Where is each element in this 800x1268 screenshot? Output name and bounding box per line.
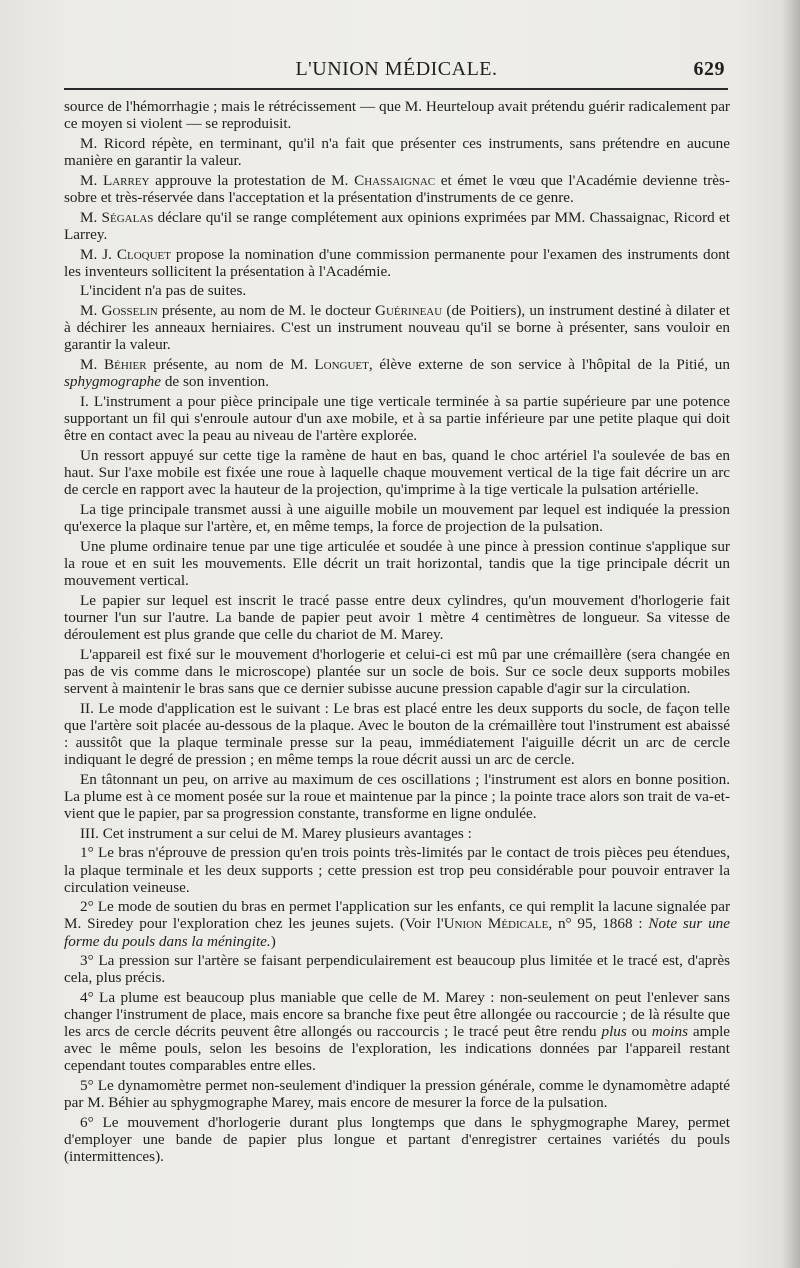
- text-run: ample avec le même pouls, selon les besoins de l'exploration, les indications données par l'appareil restant cependant toutes comparables entre elles.: [64, 1023, 731, 1075]
- text-run: approuve la protestation de M.: [149, 171, 355, 189]
- paragraph: 6° Le mouvement d'horlogerie durant plus longtemps que dans le sphygmographe Marey, permet d'employer une bande de papier plus longue et partant d'enregistrer certaines variétés du pouls (intermittences).: [64, 1114, 730, 1166]
- paragraph: [64, 898, 730, 949]
- paragraph: [64, 246, 730, 280]
- italic-text: Note sur une forme du pouls dans la méningite.: [64, 915, 731, 950]
- paragraph: [64, 209, 730, 243]
- text-run: propose la nomination d'une commission permanente pour l'examen des instruments dont les inventeurs sollicitent la présentation à l'Académie.: [64, 245, 730, 280]
- paragraph: source de l'hémorrhagie ; mais le rétrécissement — que M. Heurteloup avait prétendu guérir radicalement par ce moyen si violent — se reproduisit.: [64, 98, 730, 133]
- italic-text: moins: [651, 1023, 689, 1041]
- paragraph: L'appareil est fixé sur le mouvement d'horlogerie et celui-ci est mû par une crémaillère (sera changée en pas de vis comme dans le microscope) plantée sur un socle de bois. Sur ce socle deux supports mobiles servent à maintenir le bras sans que ce dernier subisse aucune pression capable d'agir sur la circulation.: [64, 645, 730, 697]
- text-run: M. J.: [80, 245, 117, 263]
- proper-name: Longuet: [314, 356, 369, 374]
- paragraph: Un ressort appuyé sur cette tige la ramène de haut en bas, quand le choc artériel l'a soulevée de bas en haut. Sur l'axe mobile est fixée une roue à laquelle chaque mouvement vertical de la tige fait décrire un arc de cercle en rapport avec la hauteur de la projection, qu'imprime à la tige verticale la pulsation artérielle.: [64, 447, 730, 499]
- italic-text: sphygmographe: [64, 373, 162, 391]
- paragraph: L'incident n'a pas de suites.: [80, 282, 247, 300]
- page-edge-shadow: [782, 0, 800, 1268]
- running-header: [64, 56, 729, 86]
- text-run: 2° Le mode de soutien du bras en permet l'application sur les enfants, ce qui remplit la lacune signalée par M. Siredey pour l'exploration chez les jeunes sujets. (Voir l': [64, 898, 730, 933]
- text-run: M.: [80, 356, 105, 374]
- paragraph: [64, 989, 730, 1074]
- text-run: présente, au nom de M.: [146, 356, 315, 374]
- proper-name: Guérineau: [375, 302, 443, 320]
- article-body: [64, 98, 730, 1168]
- text-run: , n° 95, 1868 :: [548, 915, 649, 933]
- header-rule: [64, 88, 728, 90]
- proper-name: Gosselin: [101, 302, 158, 320]
- proper-name: Chassaignac: [354, 171, 436, 189]
- text-run: M.: [80, 302, 102, 320]
- paragraph: Une plume ordinaire tenue par une tige articulée et soudée à une pince à pression continue s'applique sur la roue et en suit les mouvements. Elle décrit un trait horizontal, tandis que la tige principale décrit un mouvement vertical.: [64, 537, 730, 589]
- text-run: 4° La plume est beaucoup plus maniable que celle de M. Marey : non-seulement on peut l'enlever sans changer l'instrument de place, mais encore sa branche fixe peut être allongée ou raccourcie ; de là résulte que les arcs de cercle décrits peuvent être allongés ou raccourcis ; le tracé peut être rendu: [64, 989, 730, 1041]
- text-run: (de Poitiers), un instrument destiné à dilater et à déchirer les anneaux herniaires. C'est un instrument nouveau qu'il se borne à présenter, sans vouloir en garantir la valeur.: [64, 302, 730, 354]
- proper-name: Larrey: [102, 171, 150, 189]
- text-run: M.: [80, 171, 103, 189]
- italic-text: plus: [601, 1023, 627, 1041]
- paragraph: III. Cet instrument a sur celui de M. Marey plusieurs avantages :: [80, 824, 472, 842]
- paragraph: [64, 302, 730, 353]
- text-run: ): [270, 932, 276, 950]
- paragraph: I. L'instrument a pour pièce principale une tige verticale terminée à sa partie supérieure par une potence supportant un fil qui s'enroule autour d'un axe mobile, et à sa partie inférieure par une petite plaque qui doit être en contact avec la peau au niveau de l'artère explorée.: [64, 393, 730, 445]
- paragraph: Le papier sur lequel est inscrit le tracé passe entre deux cylindres, qu'un mouvement d'horlogerie fait tourner l'un sur l'autre. La bande de papier peut avoir 1 mètre 4 centimètres de longueur. Sa vitesse de déroulement est plus grande que celle du chariot de M. Marey.: [64, 591, 730, 643]
- text-run: présente, au nom de M. le docteur: [157, 302, 376, 320]
- journal-title: L'UNION MÉDICALE.: [295, 58, 498, 80]
- paragraph: [64, 172, 730, 206]
- proper-name: Ségalas: [101, 208, 154, 226]
- paragraph: En tâtonnant un peu, on arrive au maximum de ces oscillations ; l'instrument est alors en bonne position. La plume est à ce moment posée sur la roue et maintenue par la pince ; la pointe trace alors son trait de va-et-vient que le papier, par sa progression constante, transforme en ligne ondulée.: [64, 770, 730, 822]
- proper-name: Union Médicale: [443, 915, 549, 933]
- paragraph: [64, 356, 730, 390]
- proper-name: Cloquet: [116, 245, 171, 263]
- text-run: déclare qu'il se range complétement aux opinions exprimées par MM. Chassaignac, Ricord et Larrey.: [64, 208, 730, 243]
- paragraph: 5° Le dynamomètre permet non-seulement d'indiquer la pression générale, comme le dynamomètre adapté par M. Béhier au sphygmographe Marey, mais encore de mesurer la force de la pulsation.: [64, 1077, 730, 1112]
- text-run: de son invention.: [161, 373, 270, 391]
- paragraph: 3° La pression sur l'artère se faisant perpendiculairement est beaucoup plus limitée et le tracé est, d'après cela, plus précis.: [64, 952, 730, 987]
- text-run: et émet le vœu que l'Académie devienne très-sobre et très-réservée dans l'acceptation et la présentation d'instruments de ce genre.: [64, 171, 730, 206]
- page-number: 629: [693, 58, 725, 80]
- paragraph: II. Le mode d'application est le suivant : Le bras est placé entre les deux supports du socle, de façon telle que l'artère soit placée au-dessous de la plaque. Avec le bouton de la crémaillère tout l'instrument est abaissé : aussitôt que la plaque terminale presse sur la peau, immédiatement l'aiguille décrit un arc de cercle indiquant le degré de pression ; en même temps la roue décrit aussi un arc de cercle.: [64, 699, 730, 768]
- paragraph: 1° Le bras n'éprouve de pression qu'en trois points très-limités par le contact de trois pièces peu étendues, la plaque terminale et les deux supports ; cette pression est trop peu considérable pour pouvoir entraver la circulation veineuse.: [64, 844, 730, 896]
- proper-name: Béhier: [104, 356, 147, 374]
- text-run: , élève externe de son service à l'hôpital de la Pitié, un: [368, 356, 730, 374]
- text-run: M.: [80, 208, 102, 226]
- text-run: ou: [626, 1023, 652, 1041]
- paragraph: M. Ricord répète, en terminant, qu'il n'a fait que présenter ces instruments, sans prétendre en aucune manière en garantir la valeur.: [64, 134, 730, 169]
- paragraph: La tige principale transmet aussi à une aiguille mobile un mouvement par lequel est indiquée la pression qu'exerce la plaque sur l'artère, et, en même temps, la force de projection de la pulsation.: [64, 501, 730, 536]
